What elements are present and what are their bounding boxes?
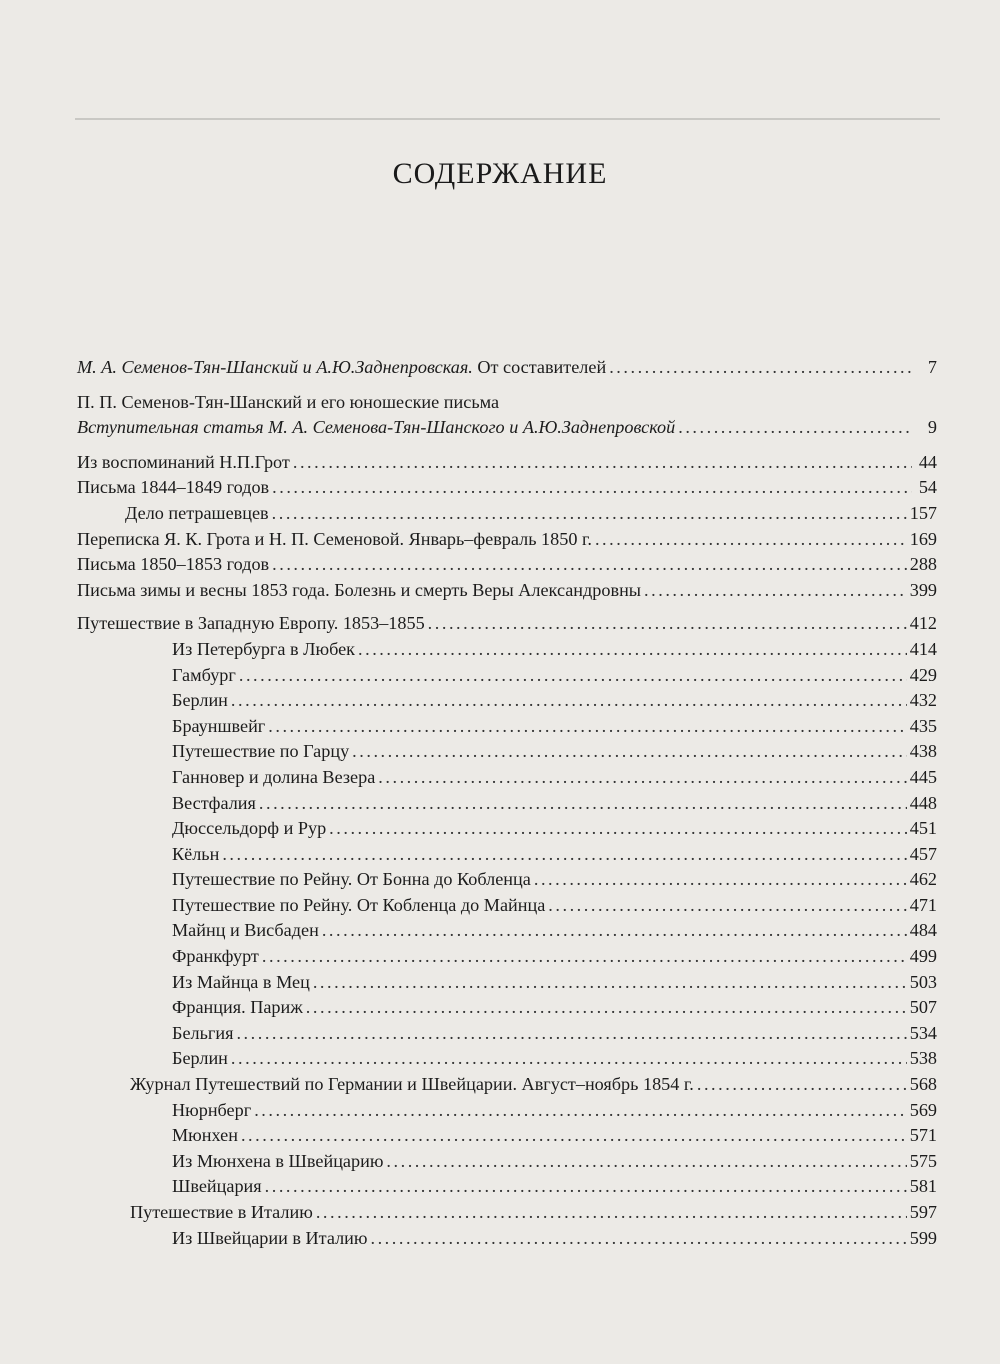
leader-dots bbox=[239, 663, 907, 689]
toc-entry[interactable] bbox=[77, 791, 937, 817]
toc-entry-page: 571 bbox=[909, 1125, 937, 1146]
toc-entry[interactable] bbox=[77, 970, 937, 996]
toc-entry-page: 575 bbox=[909, 1150, 937, 1171]
page-title: СОДЕРЖАНИЕ bbox=[392, 157, 608, 190]
toc-entry-title: Письма зимы и весны 1853 года. Болезнь и смерть Веры Александровны bbox=[77, 579, 642, 600]
leader-dots bbox=[329, 816, 907, 842]
leader-dots bbox=[231, 688, 907, 714]
leader-dots bbox=[678, 415, 912, 441]
toc-entry-page: 568 bbox=[909, 1074, 937, 1095]
toc-entry-page: 54 bbox=[918, 477, 937, 498]
leader-dots bbox=[268, 714, 906, 740]
toc-entry-title: Швейцария bbox=[172, 1176, 262, 1197]
toc-entry-page: 457 bbox=[909, 843, 937, 864]
toc-entry-line[interactable] bbox=[77, 390, 937, 416]
toc-entry-title: Путешествие по Рейну. От Бонна до Кобленца bbox=[172, 869, 531, 890]
toc-entry-title: Берлин bbox=[172, 1048, 228, 1069]
toc-entry-page: 462 bbox=[909, 869, 937, 890]
toc-entry[interactable] bbox=[77, 663, 937, 689]
toc-entry[interactable] bbox=[77, 867, 937, 893]
toc-entry-title: Письма 1850–1853 годов bbox=[77, 554, 270, 575]
toc-entry-title: Путешествие по Гарцу bbox=[172, 741, 350, 762]
toc-entry-title: Брауншвейг bbox=[172, 715, 266, 736]
toc-entry-page: 599 bbox=[909, 1227, 937, 1248]
toc-entry-page: 429 bbox=[909, 664, 937, 685]
toc-entry-title: Гамбург bbox=[172, 664, 236, 685]
bleed-through-rule bbox=[75, 118, 940, 120]
toc-entry-title: Из Швейцарии в Италию bbox=[172, 1227, 368, 1248]
toc-entry-title: Из Петербурга в Любек bbox=[172, 638, 355, 659]
toc-entry[interactable] bbox=[77, 552, 937, 578]
toc-entry[interactable] bbox=[77, 1226, 937, 1252]
toc-entry-page: 471 bbox=[909, 894, 937, 915]
toc-entry-page: 44 bbox=[918, 451, 937, 472]
leader-dots bbox=[697, 1072, 907, 1098]
toc-entry-page: 288 bbox=[909, 554, 937, 575]
toc-entry[interactable] bbox=[77, 714, 937, 740]
toc-entry-page: 451 bbox=[909, 818, 937, 839]
toc-entry-page: 538 bbox=[909, 1048, 937, 1069]
toc-entry-title: Из воспоминаний Н.П.Грот bbox=[77, 451, 290, 472]
leader-dots bbox=[265, 1174, 907, 1200]
leader-dots bbox=[428, 611, 907, 637]
leader-dots bbox=[222, 842, 906, 868]
leader-dots bbox=[259, 791, 907, 817]
toc-entry-page: 534 bbox=[909, 1022, 937, 1043]
leader-dots bbox=[272, 501, 907, 527]
leader-dots bbox=[548, 893, 906, 919]
toc-entry-title: Берлин bbox=[172, 690, 228, 711]
toc-entry-page: 438 bbox=[909, 741, 937, 762]
toc-entry[interactable] bbox=[77, 1098, 937, 1124]
toc-entry[interactable] bbox=[77, 1174, 937, 1200]
toc-entry[interactable] bbox=[77, 1123, 937, 1149]
toc-entry-title: Нюрнберг bbox=[172, 1099, 252, 1120]
toc-entry[interactable] bbox=[77, 842, 937, 868]
toc-entry-title: Мюнхен bbox=[172, 1125, 238, 1146]
toc-entry[interactable] bbox=[77, 739, 937, 765]
toc-entry-page: 435 bbox=[909, 715, 937, 736]
toc-entry[interactable] bbox=[77, 450, 937, 476]
toc-entry-subtitle: Вступительная статья М. А. Семенова-Тян-Шанского и А.Ю.Заднепровской bbox=[77, 417, 676, 438]
leader-dots bbox=[386, 1149, 906, 1175]
leader-dots bbox=[254, 1098, 907, 1124]
toc-entry-page: 448 bbox=[909, 792, 937, 813]
toc-entry-page: 581 bbox=[909, 1176, 937, 1197]
toc-entry-page: 445 bbox=[909, 766, 937, 787]
toc-entry-title: Дело петрашевцев bbox=[125, 502, 269, 523]
toc-entry[interactable] bbox=[77, 1200, 937, 1226]
toc-entry-title: Дюссельдорф и Рур bbox=[172, 818, 327, 839]
toc-entry-page: 414 bbox=[909, 638, 937, 659]
leader-dots bbox=[370, 1226, 906, 1252]
leader-dots bbox=[293, 450, 912, 476]
toc-entry-title: Из Майнца в Мец bbox=[172, 971, 310, 992]
toc-entry[interactable] bbox=[77, 944, 937, 970]
toc-entry-title: Бельгия bbox=[172, 1022, 234, 1043]
toc-entry[interactable] bbox=[77, 611, 937, 637]
toc-entry-page: 507 bbox=[909, 997, 937, 1018]
toc-entry[interactable] bbox=[77, 688, 937, 714]
leader-dots bbox=[313, 970, 907, 996]
toc-entry-title: Майнц и Висбаден bbox=[172, 920, 319, 941]
toc-entry[interactable] bbox=[77, 1149, 937, 1175]
toc-entry-title: Путешествие в Италию bbox=[130, 1202, 313, 1222]
leader-dots bbox=[609, 355, 912, 381]
toc-entry[interactable] bbox=[77, 995, 937, 1021]
toc-entry[interactable] bbox=[77, 816, 937, 842]
toc-entry-title: От составителей bbox=[472, 357, 607, 377]
leader-dots bbox=[241, 1123, 907, 1149]
toc-entry-page: 9 bbox=[927, 417, 937, 438]
leader-dots bbox=[358, 637, 907, 663]
toc-entry-title: П. П. Семенов-Тян-Шанский и его юношеские письма bbox=[77, 391, 500, 412]
toc-entry-page: 169 bbox=[909, 528, 937, 549]
table-of-contents bbox=[77, 355, 937, 1251]
toc-entry[interactable] bbox=[77, 415, 937, 441]
toc-entry-page: 157 bbox=[909, 502, 937, 523]
toc-entry-title: Переписка Я. К. Грота и Н. П. Семеновой. Январь–февраль 1850 г. bbox=[77, 528, 592, 549]
leader-dots bbox=[306, 995, 907, 1021]
toc-entry[interactable] bbox=[77, 578, 937, 604]
leader-dots bbox=[534, 867, 907, 893]
toc-entry-page: 484 bbox=[909, 920, 937, 941]
toc-entry-page: 412 bbox=[909, 613, 937, 634]
toc-entry[interactable] bbox=[77, 1072, 937, 1098]
toc-entry-title: Письма 1844–1849 годов bbox=[77, 477, 270, 498]
toc-entry-page: 569 bbox=[909, 1099, 937, 1120]
toc-entry-title: Кёльн bbox=[172, 843, 220, 864]
leader-dots bbox=[352, 739, 907, 765]
toc-entry-page: 503 bbox=[909, 971, 937, 992]
leader-dots bbox=[644, 578, 907, 604]
leader-dots bbox=[322, 918, 907, 944]
toc-entry-page: 597 bbox=[909, 1202, 937, 1222]
leader-dots bbox=[595, 527, 907, 553]
toc-entry-title: Журнал Путешествий по Германии и Швейцарии. Август–ноябрь 1854 г. bbox=[130, 1074, 694, 1095]
toc-entry[interactable] bbox=[77, 637, 937, 663]
toc-entry-title: Франция. Париж bbox=[172, 997, 303, 1018]
toc-entry[interactable] bbox=[77, 893, 937, 919]
toc-entry-title: Путешествие в Западную Европу. 1853–1855 bbox=[77, 613, 425, 634]
toc-entry-page: 7 bbox=[927, 357, 937, 377]
leader-dots bbox=[262, 944, 907, 970]
toc-entry-title: Вестфалия bbox=[172, 792, 256, 813]
toc-entry-title: Франкфурт bbox=[172, 946, 259, 967]
leader-dots bbox=[272, 552, 907, 578]
leader-dots bbox=[316, 1200, 907, 1226]
toc-entry[interactable] bbox=[77, 765, 937, 791]
toc-entry[interactable] bbox=[77, 918, 937, 944]
toc-entry-title: Из Мюнхена в Швейцарию bbox=[172, 1150, 384, 1171]
leader-dots bbox=[236, 1021, 906, 1047]
leader-dots bbox=[378, 765, 906, 791]
toc-entry[interactable] bbox=[77, 1021, 937, 1047]
toc-entry-page: 499 bbox=[909, 946, 937, 967]
toc-entry[interactable] bbox=[77, 355, 937, 381]
toc-entry-title: Ганновер и долина Везера bbox=[172, 766, 376, 787]
toc-entry-page: 399 bbox=[909, 579, 937, 600]
leader-dots bbox=[272, 475, 912, 501]
toc-entry[interactable] bbox=[77, 501, 937, 527]
toc-entry-authors: М. А. Семенов-Тян-Шанский и А.Ю.Заднепровская. bbox=[77, 357, 473, 377]
toc-entry[interactable] bbox=[77, 475, 937, 501]
leader-dots bbox=[231, 1046, 907, 1072]
toc-entry-page: 432 bbox=[909, 690, 937, 711]
toc-entry-title: Путешествие по Рейну. От Кобленца до Майнца bbox=[172, 894, 546, 915]
toc-entry[interactable] bbox=[77, 527, 937, 553]
toc-entry[interactable] bbox=[77, 1046, 937, 1072]
